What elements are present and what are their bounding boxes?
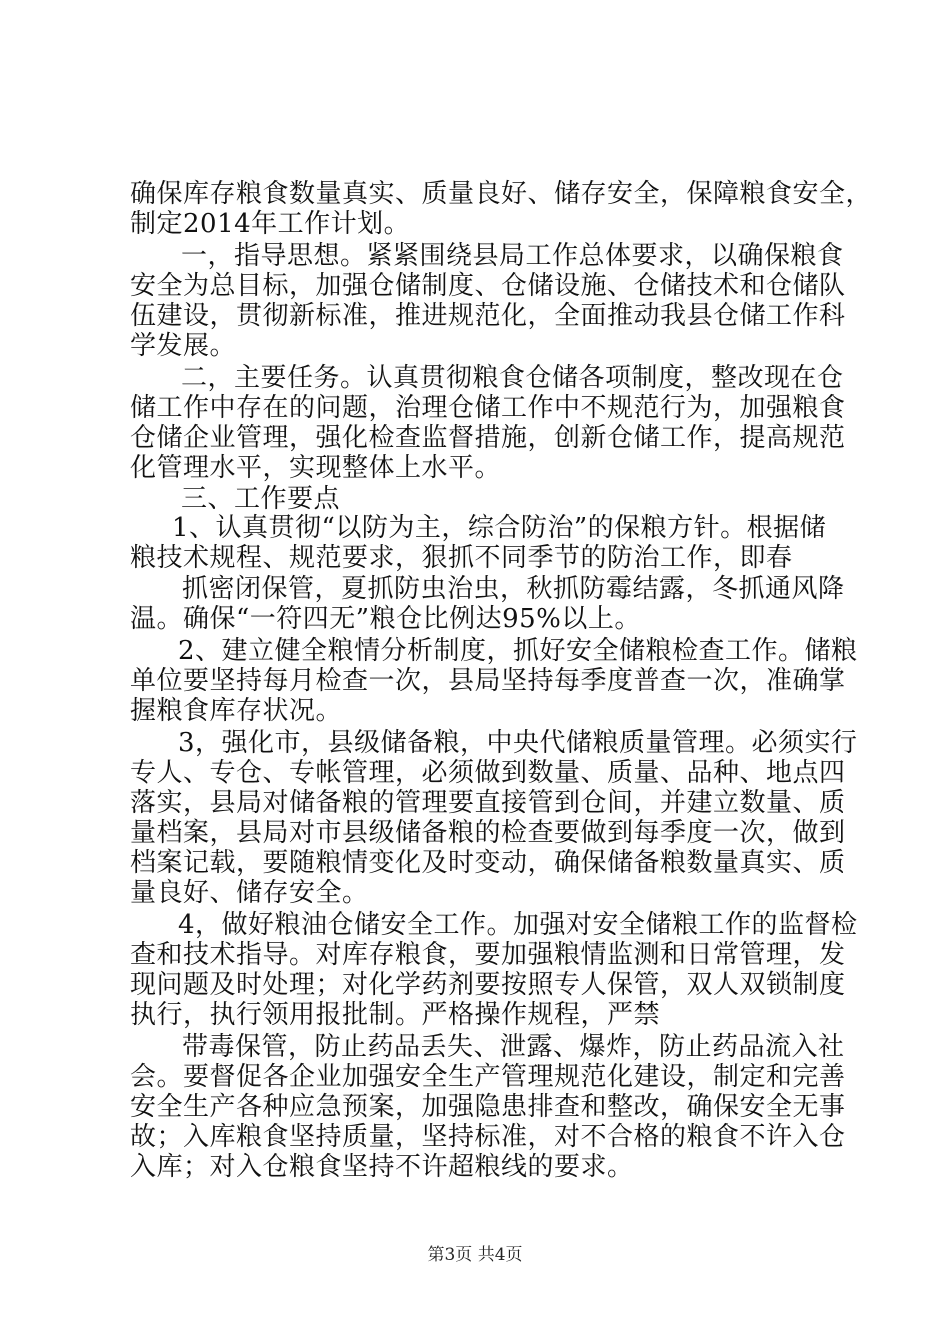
- text-line: 粮技术规程、规范要求，狠抓不同季节的防治工作，即春: [130, 543, 793, 573]
- text-line: 量档案，县局对市县级储备粮的检查要做到每季度一次，做到: [130, 818, 846, 848]
- text-line: 伍建设，贯彻新标准，推进规范化，全面推动我县仓储工作科: [130, 301, 846, 331]
- text-line: 落实，县局对储备粮的管理要直接管到仓间，并建立数量、质: [130, 788, 846, 818]
- section-heading: 三、工作要点: [181, 484, 341, 514]
- text-line: 专人、专仓、专帐管理，必须做到数量、质量、品种、地点四: [130, 758, 846, 788]
- text-line: 档案记载，要随粮情变化及时变动，确保储备粮数量真实、质: [130, 848, 846, 878]
- text-line: 带毒保管，防止药品丢失、泄露、爆炸，防止药品流入社: [182, 1032, 845, 1062]
- text-line: 入库；对入仓粮食坚持不许超粮线的要求。: [130, 1152, 634, 1182]
- text-line: 1、认真贯彻“以防为主，综合防治”的保粮方针。根据储: [172, 513, 827, 543]
- text-line: 仓储企业管理，强化检查监督措施，创新仓储工作，提高规范: [130, 423, 846, 453]
- page-footer: [0, 1244, 950, 1266]
- text-line: 二，主要任务。认真贯彻粮食仓储各项制度，整改现在仓: [181, 363, 844, 393]
- text-line: 4，做好粮油仓储安全工作。加强对安全储粮工作的监督检: [178, 910, 858, 940]
- text-line: 制定2014年工作计划。: [130, 209, 411, 239]
- text-line: 单位要坚持每月检查一次，县局坚持每季度普查一次，准确掌: [130, 666, 846, 696]
- text-line: 查和技术指导。对库存粮食，要加强粮情监测和日常管理，发: [130, 940, 846, 970]
- text-line: 确保库存粮食数量真实、质量良好、储存安全，保障粮食安全，: [130, 179, 873, 209]
- text-line: 一，指导思想。紧紧围绕县局工作总体要求，以确保粮食: [181, 241, 844, 271]
- text-line: 温。确保“一符四无”粮仓比例达95%以上。: [130, 604, 641, 634]
- text-line: 化管理水平，实现整体上水平。: [130, 453, 502, 483]
- text-line: 量良好、储存安全。: [130, 878, 369, 908]
- text-line: 2、建立健全粮情分析制度，抓好安全储粮检查工作。储粮: [178, 636, 858, 666]
- text-line: 现问题及时处理；对化学药剂要按照专人保管，双人双锁制度: [130, 970, 846, 1000]
- page-number-label: 第3页 共4页: [427, 1245, 523, 1265]
- text-line: 握粮食库存状况。: [130, 696, 343, 726]
- text-line: 3，强化市，县级储备粮，中央代储粮质量管理。必须实行: [178, 728, 858, 758]
- text-line: 会。要督促各企业加强安全生产管理规范化建设，制定和完善: [130, 1062, 846, 1092]
- text-line: 学发展。: [130, 331, 237, 361]
- text-line: 安全为总目标，加强仓储制度、仓储设施、仓储技术和仓储队: [130, 271, 846, 301]
- text-line: 储工作中存在的问题，治理仓储工作中不规范行为，加强粮食: [130, 393, 846, 423]
- text-line: 抓密闭保管，夏抓防虫治虫，秋抓防霉结露，冬抓通风降: [182, 574, 845, 604]
- text-line: 故；入库粮食坚持质量，坚持标准，对不合格的粮食不许入仓: [130, 1122, 846, 1152]
- text-line: 安全生产各种应急预案，加强隐患排查和整改，确保安全无事: [130, 1092, 846, 1122]
- text-line: 执行，执行领用报批制。严格操作规程，严禁: [130, 1000, 661, 1030]
